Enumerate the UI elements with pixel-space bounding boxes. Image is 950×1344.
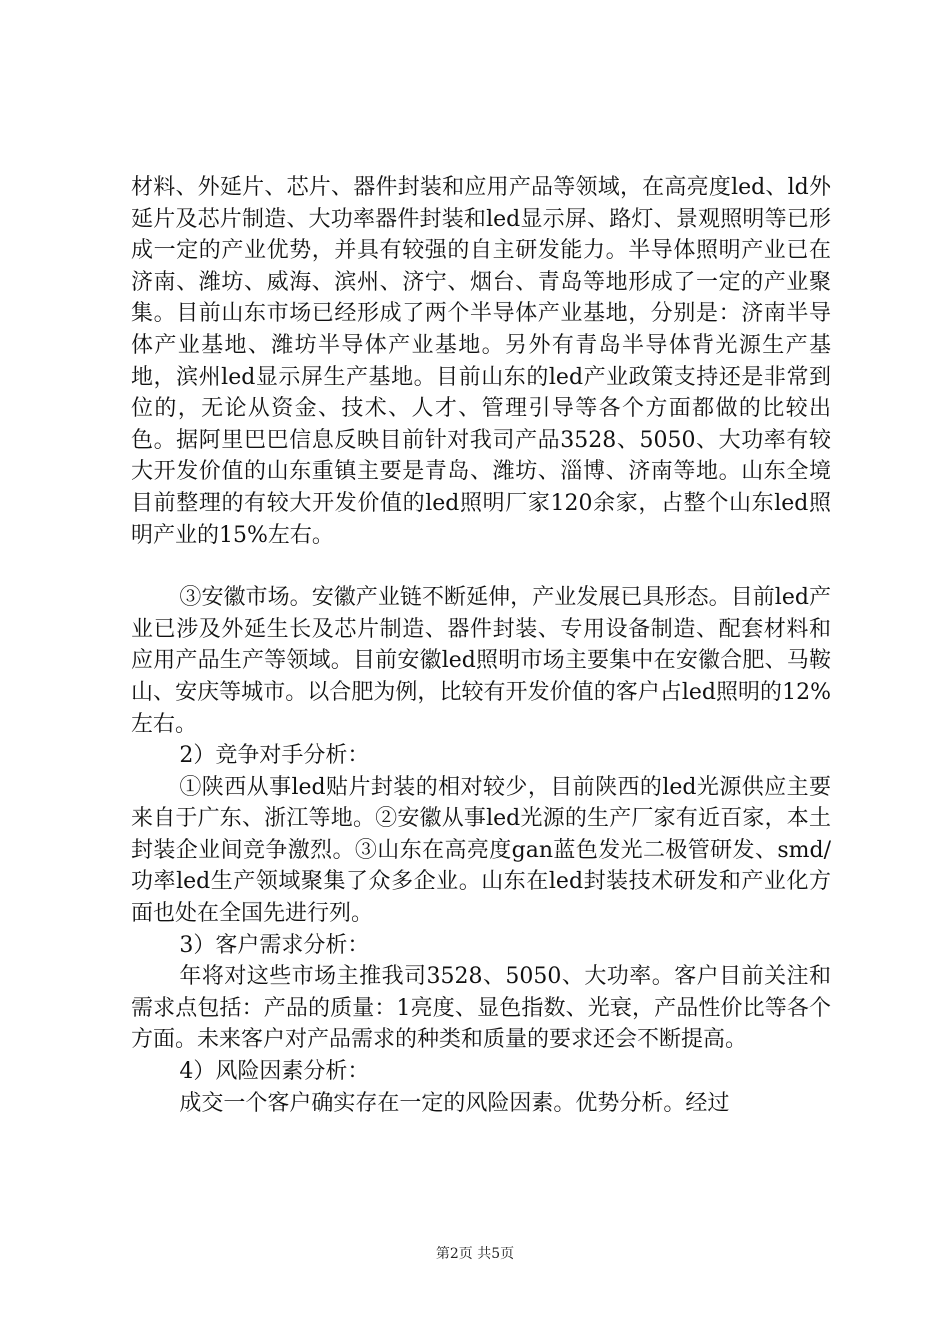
heading-risk-analysis: 4）风险因素分析： [179,1059,370,1085]
document-body [131,172,831,1119]
heading-competitor-analysis: 2）竞争对手分析： [179,743,370,769]
paragraph-risk-analysis: 成交一个客户确实存在一定的风险因素。优势分析。经过 [179,1090,730,1116]
heading-customer-demand: 3）客户需求分析： [179,932,370,958]
paragraph-competitor-analysis: ①陕西从事led贴片封装的相对较少，目前陕西的led光源供应主要来自于广东、浙江等地。②安徽从事led光源的生产厂家有近百家，本土封装企业间竞争激烈。③山东在高亮度gan蓝色发光二极管研发、smd/功率led生产领域聚集了众多企业。山东在led封装技术研发和产业化方面也处在全国先进行列。 [131,774,831,927]
paragraph-anhui-market: ③安徽市场。安徽产业链不断延伸，产业发展已具形态。目前led产业已涉及外延生长及芯片制造、器件封装、专用设备制造、配套材料和应用产品生产等领域。目前安徽led照明市场主要集中在安徽合肥、马鞍山、安庆等城市。以合肥为例，比较有开发价值的客户占led照明的12%左右。 [131,585,831,737]
paragraph-customer-demand: 年将对这些市场主推我司3528、5050、大功率。客户目前关注和需求点包括：产品的质量：1亮度、显色指数、光衰，产品性价比等各个方面。未来客户对产品需求的种类和质量的要求还会不断提高。 [131,964,831,1053]
paragraph-shandong-market: 材料、外延片、芯片、器件封装和应用产品等领域，在高亮度led、ld外延片及芯片制造、大功率器件封装和led显示屏、路灯、景观照明等已形成一定的产业优势，并具有较强的自主研发能力。半导体照明产业已在济南、潍坊、威海、滨州、济宁、烟台、青岛等地形成了一定的产业聚集。目前山东市场已经形成了两个半导体产业基地，分别是：济南半导体产业基地、潍坊半导体产业基地。另外有青岛半导体背光源生产基地，滨州led显示屏生产基地。目前山东的led产业政策支持还是非常到位的，无论从资金、技术、人才、管理引导等各个方面都做的比较出色。据阿里巴巴信息反映目前针对我司产品3528、5050、大功率有较大开发价值的山东重镇主要是青岛、潍坊、淄博、济南等地。山东全境目前整理的有较大开发价值的led照明厂家120余家，占整个山东led照明产业的15%左右。 [131,175,831,548]
page-number-footer: 第2页 共5页 [435,1246,515,1262]
